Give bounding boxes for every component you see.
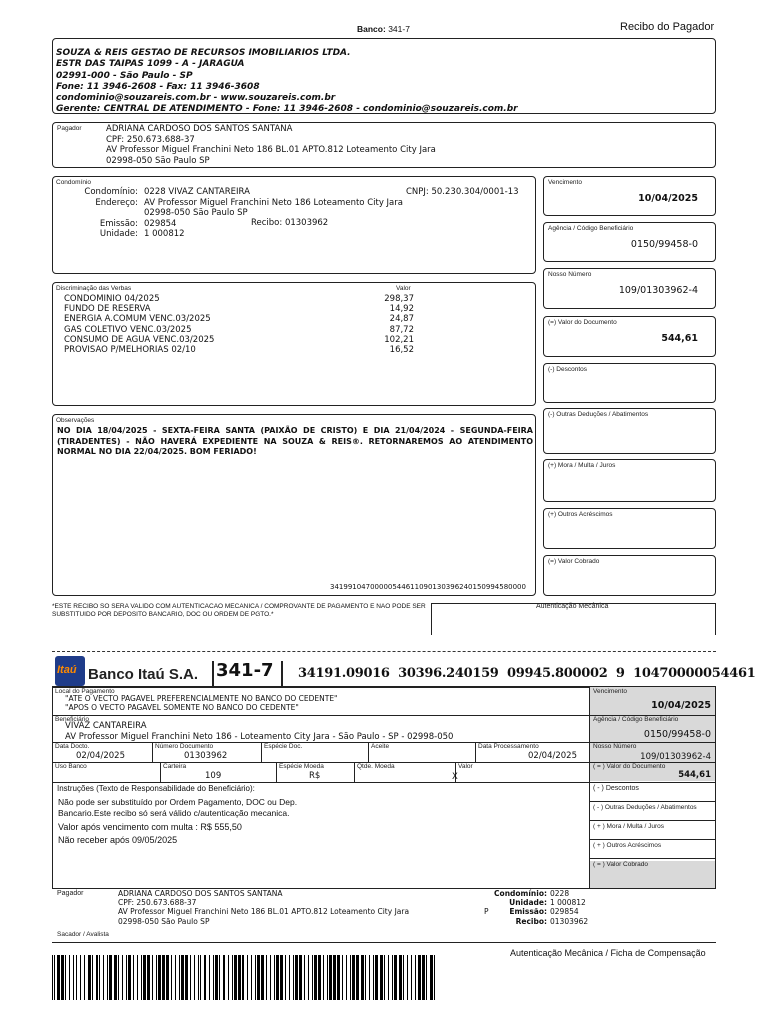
beneficiario-name: VIVAZ CANTAREIRA	[65, 721, 147, 731]
itau-logo-text: Itaú	[57, 664, 77, 676]
data-doc-value: 02/04/2025	[76, 751, 125, 761]
beneficiario-address: AV Professor Miguel Franchini Neto 186 - Loteamento City Jara - São Paulo - SP - 02998-050	[65, 731, 454, 742]
bank-code: 341-7	[216, 660, 274, 681]
verba-desc: FUNDO DE RESERVA	[64, 304, 151, 315]
ficha-vencimento-value: 10/04/2025	[651, 700, 711, 711]
local-label: Local do Pagamento	[55, 688, 115, 695]
instrucoes-text-2	[58, 821, 242, 847]
sub-row-line	[589, 820, 716, 821]
company-web: condominio@souzareis.com.br - www.souzareis.com.br	[56, 93, 336, 104]
valor-documento-label: (=) Valor do Documento	[548, 319, 617, 326]
pagador-city: 02998-050 São Paulo SP	[106, 155, 210, 166]
pagador-info	[106, 124, 436, 166]
valor-col-label: Valor	[458, 763, 473, 770]
vencimento-value: 10/04/2025	[638, 193, 698, 204]
col-divider	[152, 742, 153, 762]
verba-desc: GAS COLETIVO VENC.03/2025	[64, 324, 192, 335]
pagador-label: Pagador	[57, 125, 82, 132]
ficha-pagador-label: Pagador	[57, 890, 84, 897]
beneficiario-info	[65, 721, 453, 742]
ficha-deducoes-label: ( - ) Outras Deduções / Abatimentos	[593, 804, 697, 811]
agencia-label: Agência / Código Beneficiário	[548, 225, 634, 232]
observacoes-code: 34199104700000544611090130396240150994580000	[330, 583, 526, 591]
recibo-num: Recibo: 01303962	[251, 218, 329, 228]
ficha-pagador-name: ADRIANA CARDOSO DOS SANTOS SANTANA	[118, 889, 283, 898]
valor-label: Valor	[396, 285, 411, 292]
sacador-label: Sacador / Avalista	[57, 931, 109, 938]
ficha-footer: Autenticação Mecânica / Ficha de Compensação	[510, 948, 706, 958]
itau-logo	[55, 656, 85, 686]
ficha-cond-values	[550, 889, 588, 926]
row-line-6	[52, 942, 716, 943]
ficha-pagador-info	[118, 889, 409, 926]
cnpj: CNPJ: 50.230.304/0001-13	[406, 187, 519, 197]
data-proc-label: Data Processamento	[478, 743, 539, 750]
ficha-cond-val: 0228	[550, 889, 570, 898]
observacoes-label: Observações	[56, 417, 95, 424]
company-manager: Gerente: CENTRAL DE ATENDIMENTO - Fone: 11 3946-2608 - condominio@souzareis.com.br	[56, 104, 518, 115]
verba-value: 87,72	[389, 324, 414, 335]
row-line-4	[52, 782, 716, 783]
ficha-pagador-cpf: CPF: 250.673.688-37	[118, 898, 197, 908]
ficha-rec-key: Recibo:	[515, 916, 547, 926]
valor-documento-value: 544,61	[661, 333, 698, 344]
p-mark: P	[484, 907, 489, 916]
verba-row	[64, 345, 414, 355]
col-divider	[354, 762, 355, 782]
barcode	[52, 955, 437, 1000]
pagador-cpf: CPF: 250.673.688-37	[106, 134, 195, 145]
autenticacao-left-line	[431, 603, 432, 635]
verba-value: 24,87	[389, 314, 414, 325]
instrucao-4: Não receber após 09/05/2025	[58, 835, 178, 845]
banco-code: 341-7	[388, 24, 410, 34]
ficha-cond-key: Condomínio:	[494, 889, 547, 898]
ficha-valor-doc-value: 544,61	[678, 770, 711, 780]
ficha-mora-label: ( + ) Mora / Multa / Juros	[593, 823, 664, 830]
ficha-emis-key: Emissão:	[509, 907, 547, 917]
ficha-cond-keys	[480, 889, 547, 926]
verba-row	[64, 314, 414, 324]
ficha-descontos-label: ( - ) Descontos	[593, 785, 639, 792]
ficha-left-border	[52, 687, 53, 888]
verba-desc: CONSUMO DE AGUA VENC.03/2025	[64, 334, 215, 345]
instrucoes-text-1	[58, 797, 297, 819]
sub-row-line	[589, 839, 716, 840]
ficha-pagador-city: 02998-050 São Paulo SP	[118, 916, 210, 926]
bank-name: Banco Itaú S.A.	[88, 666, 199, 683]
valor-x: X	[452, 772, 458, 782]
qtde-moeda-label: Qtde. Moeda	[357, 763, 395, 770]
condominio-values	[144, 187, 403, 240]
pagador-name: ADRIANA CARDOSO DOS SANTOS SANTANA	[106, 124, 293, 134]
data-proc-value: 02/04/2025	[528, 751, 577, 761]
company-address: ESTR DAS TAIPAS 1099 - A - JARAGUA	[56, 59, 245, 70]
emissao-key: Emissão:	[99, 218, 138, 229]
ficha-unid-val: 1 000812	[550, 898, 586, 908]
carteira-label: Carteira	[163, 763, 187, 770]
local-line-1: "ATE O VECTO PAGAVEL PREFERENCIALMENTE NO BANCO DO CEDENTE"	[65, 694, 338, 703]
verbas-label: Discriminação das Verbas	[56, 285, 132, 292]
ficha-rec-val: 01303962	[550, 916, 589, 926]
ficha-valor-doc-label: ( = ) Valor do Documento	[593, 763, 666, 770]
ficha-cobrado-label: ( = ) Valor Cobrado	[593, 861, 648, 868]
verba-desc: ENERGIA A.COMUM VENC.03/2025	[64, 314, 211, 325]
company-city: 02991-000 - São Paulo - SP	[56, 70, 193, 81]
emissao-val: 029854	[144, 218, 177, 229]
condominio-label: Condomínio	[56, 179, 92, 186]
vencimento-label: Vencimento	[548, 179, 582, 186]
verba-row	[64, 325, 414, 335]
ficha-nosso-label: Nosso Número	[593, 743, 637, 750]
ficha-vencimento-label: Vencimento	[593, 688, 627, 695]
nosso-numero-label: Nosso Número	[548, 271, 592, 278]
mora-label: (+) Mora / Multa / Juros	[548, 462, 616, 469]
ficha-agencia-label: Agência / Código Beneficiário	[593, 716, 679, 723]
condominio-keys	[56, 187, 138, 240]
bank-code-divider-right	[281, 661, 283, 686]
col-divider	[368, 742, 369, 762]
ficha-right-white-area	[589, 781, 716, 861]
nosso-numero-value: 109/01303962-4	[618, 285, 698, 296]
local-text	[65, 694, 338, 712]
cond-key: Condomínio:	[84, 187, 138, 197]
verba-value: 16,52	[389, 345, 414, 356]
data-doc-label: Data Docto.	[55, 743, 90, 750]
ficha-pagador-address: AV Professor Miguel Franchini Neto 186 BL.01 APTO.812 Loteamento City Jara	[118, 907, 410, 917]
verba-row	[64, 294, 414, 304]
autenticacao-right-line	[715, 603, 716, 635]
especie-doc-label: Espécie Doc.	[264, 743, 303, 750]
agencia-value: 0150/99458-0	[630, 239, 698, 250]
cut-line	[52, 651, 716, 652]
pagador-address: AV Professor Miguel Franchini Neto 186 BL.01 APTO.812 Loteamento City Jara	[106, 145, 436, 155]
cond-val: 0228 VIVAZ CANTAREIRA	[144, 187, 250, 197]
instrucao-2: Bancario.Este recibo só será válido c/autenticação mecanica.	[58, 808, 290, 818]
company-info	[56, 48, 518, 116]
carteira-value: 109	[205, 771, 222, 781]
footer-note: *ESTE RECIBO SO SERA VALIDO COM AUTENTICACAO MECANICA / COMPROVANTE DE PAGAMENTO E NAO PODE SER SUBSTITUIDO POR DEPOSITO BANCARIO, DOC OU ORDEM DE PGTO.*	[52, 603, 426, 618]
ficha-agencia-value: 0150/99458-0	[643, 729, 711, 740]
end-key: Endereço:	[95, 197, 138, 208]
autenticacao-label: Autenticação Mecânica	[536, 603, 609, 610]
verba-desc: PROVISAO P/MELHORIAS 02/10	[64, 345, 196, 356]
valor-cobrado-label: (=) Valor Cobrado	[548, 558, 600, 565]
ficha-unid-key: Unidade:	[509, 898, 547, 908]
especie-moeda-value: R$	[309, 771, 321, 781]
instrucao-1: Não pode ser substituído por Ordem Pagamento, DOC ou Dep.	[58, 797, 298, 807]
sub-row-line	[589, 858, 716, 859]
banco-label: Banco:	[357, 24, 386, 34]
recibo-title: Recibo do Pagador	[620, 21, 715, 33]
uso-banco-label: Uso Banco	[55, 763, 87, 770]
verba-value: 298,37	[384, 294, 414, 304]
ficha-emis-val: 029854	[550, 907, 579, 917]
linha-digitavel: 34191.09016 30396.240159 09945.800002 9 10470000054461	[298, 666, 756, 681]
col-divider	[276, 762, 277, 782]
instrucao-3: Valor após vencimento com multa : R$ 555,50	[58, 822, 242, 832]
verba-desc: CONDOMINIO 04/2025	[64, 294, 160, 304]
sub-row-line	[589, 801, 716, 802]
instrucoes-label: Instruções (Texto de Responsabilidade do Beneficiário):	[57, 784, 255, 793]
verba-value: 102,21	[384, 334, 414, 345]
descontos-label: (-) Descontos	[548, 366, 588, 373]
col-divider	[475, 742, 476, 762]
verba-row	[64, 335, 414, 345]
acrescimos-label: (+) Outros Acréscimos	[548, 511, 613, 518]
beneficiario-label: Beneficiário	[55, 716, 89, 723]
bank-code-divider-left	[212, 661, 214, 686]
ficha-nosso-value: 109/01303962-4	[640, 752, 711, 762]
unidade-key: Unidade:	[99, 229, 138, 239]
especie-moeda-label: Espécie Moeda	[279, 763, 324, 770]
company-name: SOUZA & REIS GESTAO DE RECURSOS IMOBILIARIOS LTDA.	[56, 48, 351, 58]
num-doc-label: Número Documento	[155, 743, 214, 750]
bank-header	[357, 24, 410, 34]
verbas-list	[64, 294, 414, 355]
aceite-label: Aceite	[371, 743, 390, 750]
deducoes-label: (-) Outras Deduções / Abatimentos	[548, 411, 649, 418]
barcode-bar	[434, 955, 435, 1000]
num-doc-value: 01303962	[184, 751, 228, 761]
local-line-2: "APOS O VECTO PAGAVEL SOMENTE NO BANCO DO CEDENTE"	[65, 703, 299, 712]
col-divider	[261, 742, 262, 762]
verba-value: 14,92	[389, 304, 414, 315]
company-phone: Fone: 11 3946-2608 - Fax: 11 3946-3608	[56, 81, 260, 92]
verba-row	[64, 304, 414, 314]
ficha-acrescimos-label: ( + ) Outros Acréscimos	[593, 842, 662, 849]
unidade-val: 1 000812	[144, 229, 185, 239]
observacoes-text: NO DIA 18/04/2025 - SEXTA-FEIRA SANTA (PAIXÃO DE CRISTO) E DIA 21/04/2024 - SEGUNDA-FEIRA (TIRADENTES) - NÃO HAVERÁ EXPEDIENTE NA SOUZA & REIS®. RETORNAREMOS AO ATENDIMENTO NORMAL NO DIA 22/04/2025. BOM FERIADO!	[57, 426, 533, 456]
end-city: 02998-050 São Paulo SP	[144, 208, 248, 218]
col-divider	[160, 762, 161, 782]
end-val: AV Professor Miguel Franchini Neto 186 Loteamento City Jara	[144, 197, 403, 208]
